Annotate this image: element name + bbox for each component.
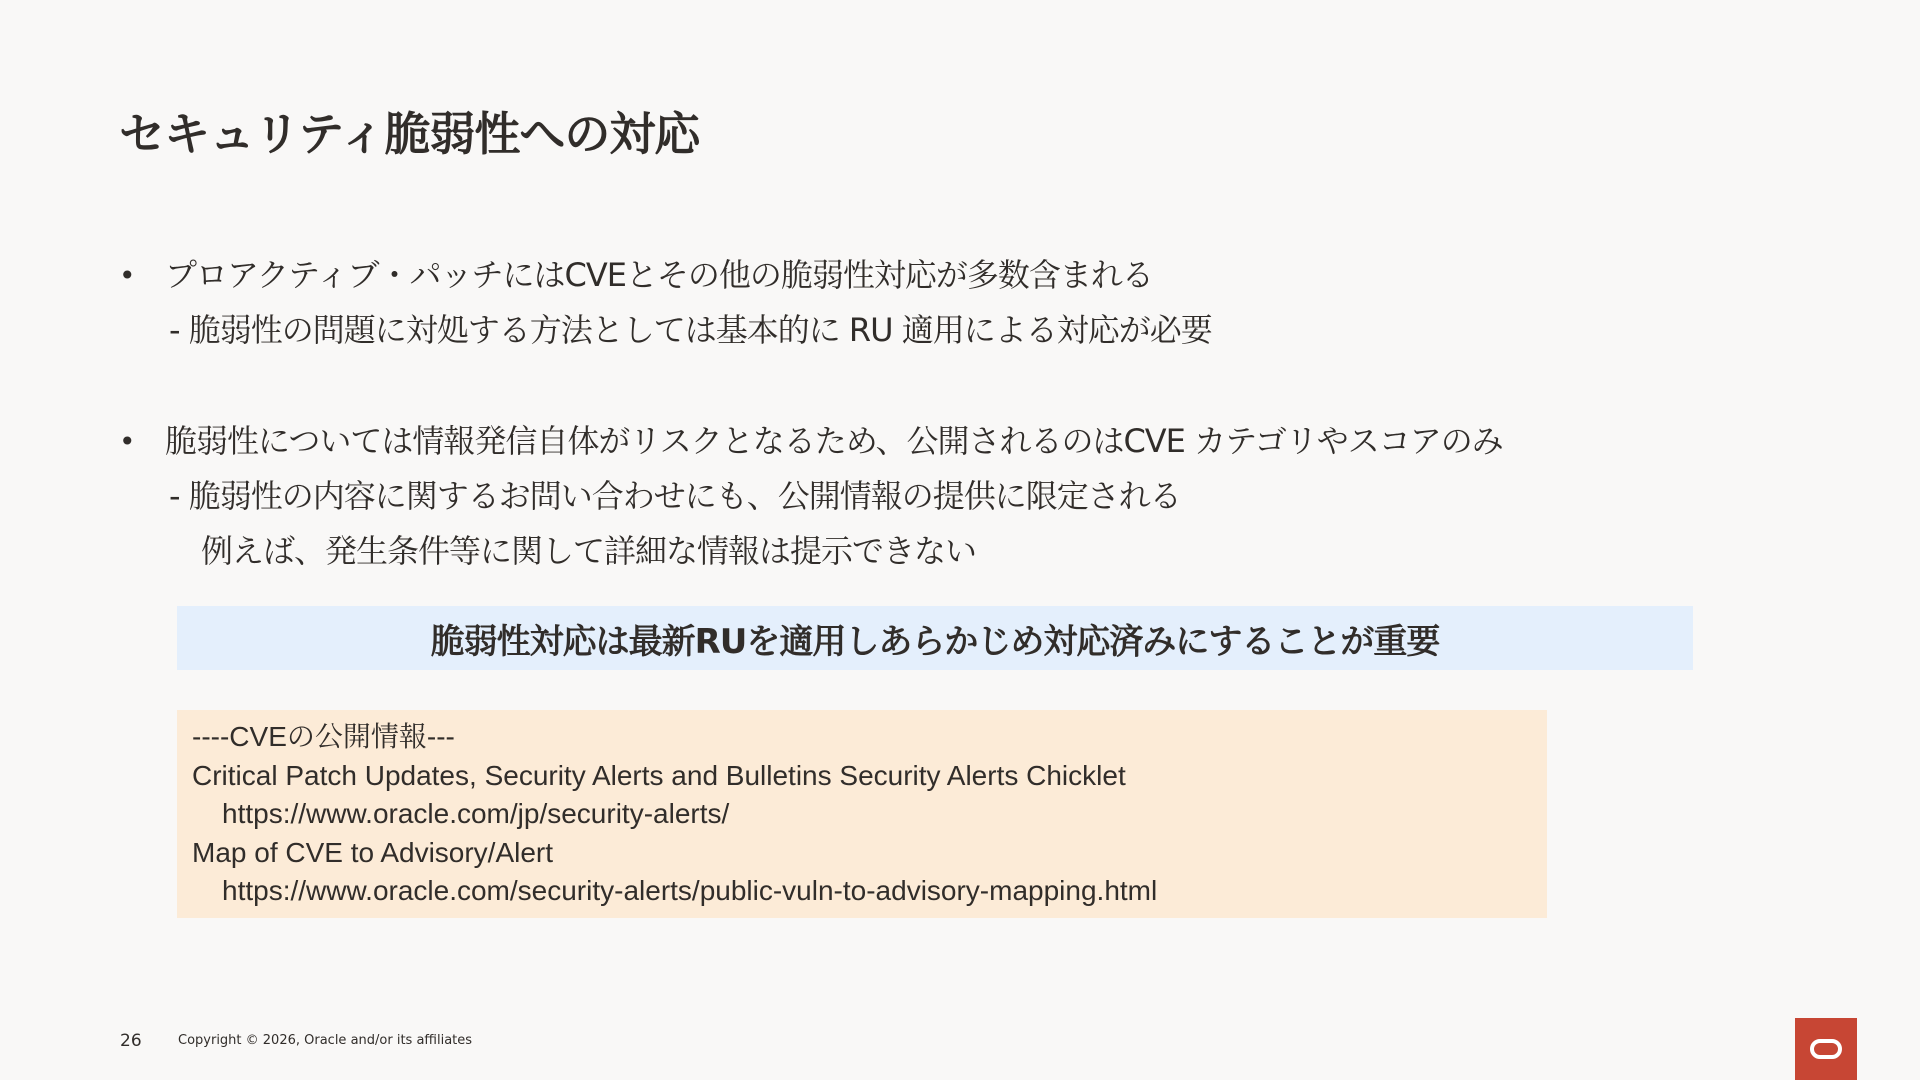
info-item-title: Critical Patch Updates, Security Alerts and Bulletins Security Alerts Chicklet	[192, 759, 1126, 791]
info-item-url[interactable]: https://www.oracle.com/jp/security-alerts/	[222, 798, 730, 829]
sub-bullet-text: 例えば、発生条件等に関して詳細な情報は提示できない	[201, 532, 977, 570]
slide-title: セキュリティ脆弱性への対応	[119, 107, 700, 161]
bullet-list	[119, 248, 1819, 579]
sub-bullet-text: - 脆弱性の問題に対処する方法としては基本的に RU 適用による対応が必要	[169, 311, 1212, 349]
bullet-dot-icon: •	[119, 259, 135, 292]
page-number: 26	[120, 1031, 142, 1051]
info-heading: ----CVEの公開情報---	[192, 721, 455, 752]
bullet-item	[119, 414, 1819, 579]
copyright-text: Copyright © 2026, Oracle and/or its affiliates	[178, 1033, 473, 1048]
info-item-url[interactable]: https://www.oracle.com/security-alerts/public-vuln-to-advisory-mapping.html	[222, 875, 1158, 906]
bullet-dot-icon: •	[119, 425, 135, 458]
cve-info-box	[177, 710, 1547, 918]
sub-bullet-text: - 脆弱性の内容に関するお問い合わせにも、公開情報の提供に限定される	[169, 477, 1181, 515]
bullet-text: 脆弱性については情報発信自体がリスクとなるため、公開されるのはCVE カテゴリやスコアのみ	[165, 422, 1503, 460]
bullet-text: プロアクティブ・パッチにはCVEとその他の脆弱性対応が多数含まれる	[165, 256, 1153, 294]
oracle-logo-icon	[1809, 1038, 1843, 1060]
info-item-title: Map of CVE to Advisory/Alert	[192, 836, 554, 868]
bullet-item	[119, 248, 1819, 358]
oracle-logo-icon	[1795, 1018, 1857, 1080]
key-message-box: 脆弱性対応は最新RUを適用しあらかじめ対応済みにすることが重要	[177, 606, 1693, 670]
